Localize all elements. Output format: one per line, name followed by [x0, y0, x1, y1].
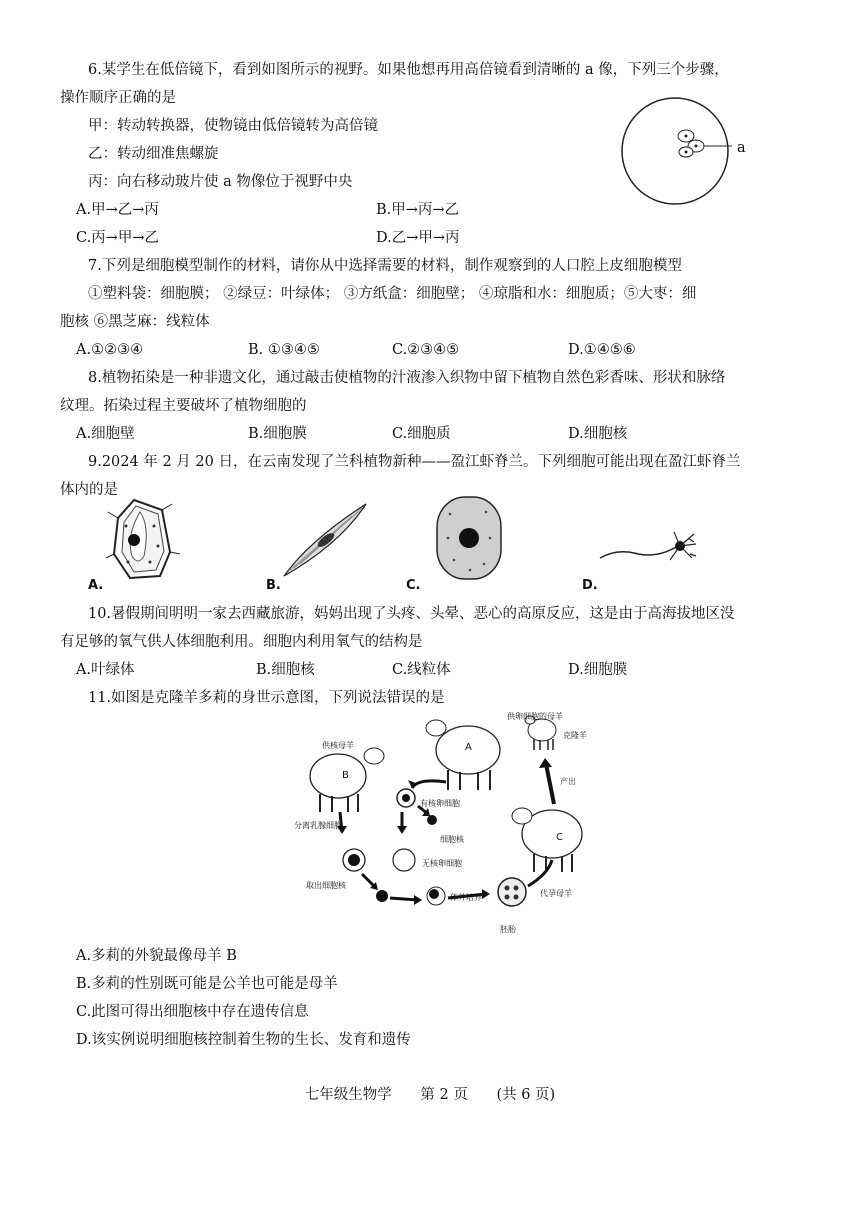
take-nucleus-label: 取出细胞核 — [306, 881, 346, 890]
q6-step-bing: 丙：向右移动玻片使 a 物像位于视野中央 — [88, 174, 353, 190]
q11-option-c[interactable]: C.此图可得出细胞核中存在遗传信息 — [76, 1004, 309, 1020]
q6-step-jia: 甲：转动转换器，使物镜由低倍镜转为高倍镜 — [88, 118, 378, 134]
q11-option-a[interactable]: A.多莉的外貌最像母羊 B — [76, 948, 237, 964]
q7-materials-line1: ①塑料袋：细胞膜； ②绿豆：叶绿体； ③方纸盒：细胞壁； ④琼脂和水：细胞质；⑤大枣：细 — [88, 286, 697, 302]
q6-option-b[interactable]: B.甲→丙→乙 — [376, 202, 460, 218]
q9-stem-line2: 体内的是 — [60, 482, 118, 498]
q10-option-a[interactable]: A.叶绿体 — [76, 662, 135, 678]
q8-option-a[interactable]: A.细胞壁 — [76, 426, 135, 442]
sheep-c-letter: C — [556, 832, 563, 843]
sheep-a-icon — [426, 720, 500, 790]
q6-figure-label-a: a — [737, 140, 746, 156]
q9-label-c: C. — [406, 578, 421, 593]
q8-option-b[interactable]: B.细胞膜 — [248, 426, 307, 442]
q8-stem-line2: 纹理。拓染过程主要破坏了植物细胞的 — [60, 398, 307, 414]
q7-materials-line2: 胞核 ⑥黑芝麻：线粒体 — [60, 314, 210, 330]
q7-option-c[interactable]: C.②③④⑤ — [392, 342, 460, 358]
neuron-cell-icon[interactable] — [598, 530, 698, 570]
page-footer — [0, 1083, 860, 1104]
q7-option-d[interactable]: D.①④⑤⑥ — [568, 342, 636, 358]
sheep-b-letter: B — [342, 770, 349, 781]
plant-cell-icon[interactable] — [104, 496, 184, 582]
q11-option-b[interactable]: B.多莉的性别既可能是公羊也可能是母羊 — [76, 976, 338, 992]
q10-option-c[interactable]: C.线粒体 — [392, 662, 451, 678]
q9-label-a: A. — [88, 578, 104, 593]
footer-total: (共 6 页) — [496, 1087, 556, 1103]
q8-option-d[interactable]: D.细胞核 — [568, 426, 628, 442]
muscle-cell-icon[interactable] — [280, 500, 370, 580]
sheep-c-icon — [512, 808, 582, 872]
q11-option-d[interactable]: D.该实例说明细胞核控制着生物的生长、发育和遗传 — [76, 1032, 411, 1048]
animal-cell-icon[interactable] — [434, 494, 504, 584]
q8-option-c[interactable]: C.细胞质 — [392, 426, 451, 442]
q9-label-b: B. — [266, 578, 281, 593]
sheep-a-letter: A — [465, 742, 472, 753]
q7-stem: 7.下列是细胞模型制作的材料，请你从中选择需要的材料，制作观察到的人口腔上皮细胞模型 — [88, 258, 682, 274]
q6-option-a[interactable]: A.甲→乙→丙 — [76, 202, 159, 218]
clone-sheep-label: 克隆羊 — [563, 731, 587, 740]
q7-option-a[interactable]: A.①②③④ — [76, 342, 144, 358]
q11-stem: 11.如图是克隆羊多莉的身世示意图，下列说法错误的是 — [88, 690, 445, 706]
q6-option-d[interactable]: D.乙→甲→丙 — [376, 230, 460, 246]
nucleus-donor-label: 供核母羊 — [322, 741, 354, 750]
q6-option-c[interactable]: C.丙→甲→乙 — [76, 230, 159, 246]
surrogate-label: 代孕母羊 — [540, 889, 572, 898]
birth-label: 产出 — [560, 777, 576, 786]
q10-option-b[interactable]: B.细胞核 — [256, 662, 315, 678]
embryo-label: 胚胎 — [500, 925, 516, 934]
footer-page: 第 2 页 — [420, 1087, 468, 1103]
cell-nucleus-label: 细胞核 — [440, 835, 464, 844]
q9-stem-line1: 9.2024 年 2 月 20 日，在云南发现了兰科植物新种——盈江虾脊兰。下列细胞可能出现在盈江虾脊兰 — [88, 454, 741, 470]
q7-option-b[interactable]: B. ①③④⑤ — [248, 342, 320, 358]
q6-step-yi: 乙：转动细准焦螺旋 — [88, 146, 219, 162]
q9-label-d: D. — [582, 578, 598, 593]
q10-stem-line2: 有足够的氧气供人体细胞利用。细胞内利用氧气的结构是 — [60, 634, 423, 650]
separate-cell-label: 分离乳腺细胞 — [294, 821, 342, 830]
enucleated-egg-label: 无核卵细胞 — [422, 859, 462, 868]
nucleated-egg-label: 有核卵细胞 — [420, 799, 460, 808]
q6-stem-line2: 操作顺序正确的是 — [60, 90, 176, 106]
egg-donor-label: 供卵细胞的母羊 — [507, 712, 563, 721]
q10-stem-line1: 10.暑假期间明明一家去西藏旅游，妈妈出现了头疼、头晕、恶心的高原反应，这是由于高海拔地区没 — [88, 606, 735, 622]
q6-stem-line1: 6.某学生在低倍镜下，看到如图所示的视野。如果他想再用高倍镜看到清晰的 a 像，下列三个步骤， — [88, 62, 729, 78]
q10-option-d[interactable]: D.细胞膜 — [568, 662, 628, 678]
footer-subject: 七年级生物学 — [304, 1087, 392, 1103]
q8-stem-line1: 8.植物拓染是一种非遗文化，通过敲击使植物的汁液渗入织物中留下植物自然色彩香味、形状和脉络 — [88, 370, 726, 386]
culture-label: 体外培养 — [450, 893, 482, 902]
